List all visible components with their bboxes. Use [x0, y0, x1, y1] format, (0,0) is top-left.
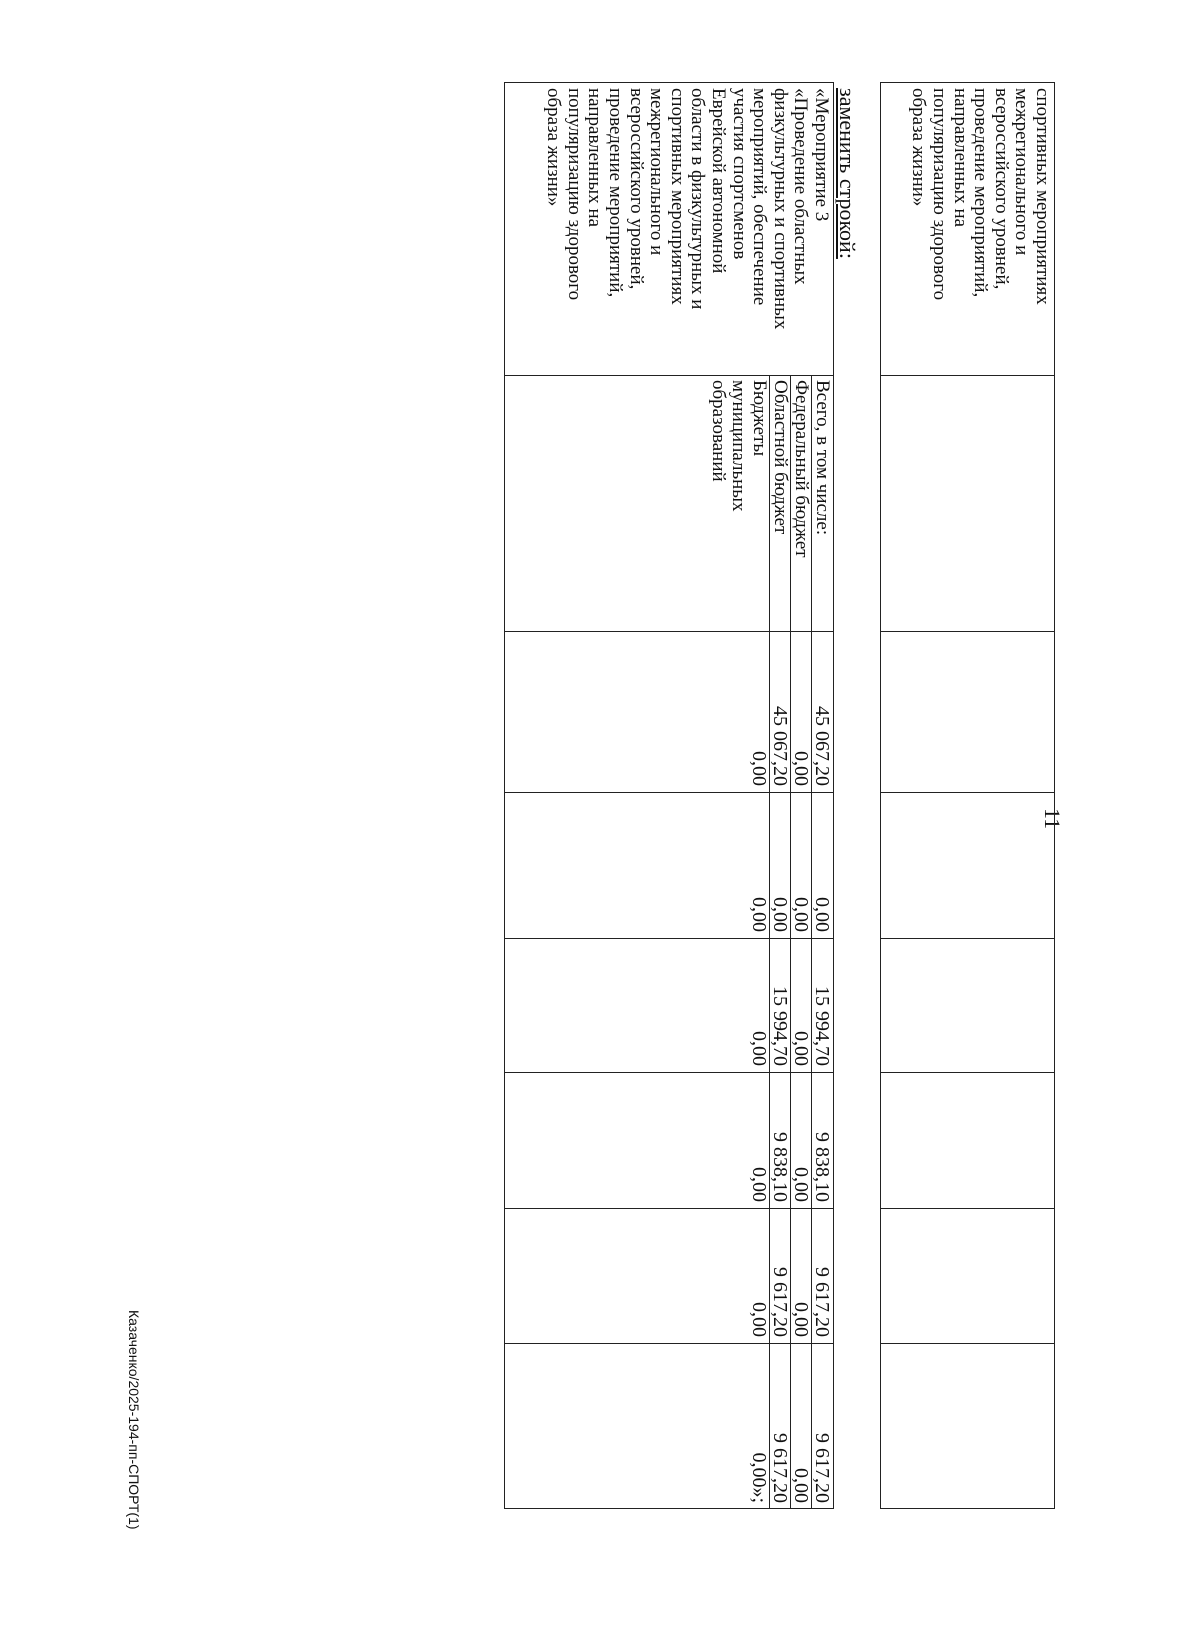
value-cell: 0,00 [748, 1302, 770, 1337]
value-cell: 0,00»; [748, 1452, 770, 1503]
new-row-table [504, 82, 834, 1509]
previous-row-activity-text: спортивных мероприятиях межрегионального и всероссийского уровней, проведение мероприятий, направленных на популяризацию здорового образа жизни» [908, 88, 1053, 305]
value-cell: 0,00 [769, 897, 791, 932]
value-cell: 0,00 [790, 1031, 812, 1066]
value-cell: 0,00 [790, 751, 812, 786]
activity-text: «Мероприятие 3 «Проведение областных физкультурных и спортивных мероприятий, обеспечение участия спортсменов Еврейской автономной области в физкультурных и спортивных мероприятиях межрегионального и всероссийского уровней, проведение мероприятий, направленных на популяризацию здорового образа жизни» [543, 88, 832, 330]
document-footer: Казаченко/2025-194-пп-СПОРТ(1) [126, 1310, 142, 1530]
value-cell: 0,00 [790, 1302, 812, 1337]
value-cell: 0,00 [748, 1167, 770, 1202]
source-label-total: Всего, в том числе: [812, 380, 833, 536]
replace-heading: заменить строкой: [835, 88, 860, 259]
value-cell: 0,00 [748, 897, 770, 932]
value-cell: 9 617,20 [811, 1267, 833, 1337]
value-cell: 9 617,20 [811, 1433, 833, 1503]
value-cell: 0,00 [748, 751, 770, 786]
page-number: 11 [1040, 808, 1065, 830]
source-label-federal: Федеральный бюджет [791, 380, 812, 558]
value-cell: 0,00 [811, 897, 833, 932]
value-cell: 45 067,20 [769, 706, 791, 786]
value-cell: 9 838,10 [811, 1132, 833, 1202]
value-cell: 0,00 [790, 897, 812, 932]
value-cell: 0,00 [790, 1167, 812, 1202]
value-cell: 0,00 [748, 1031, 770, 1066]
previous-row-table [880, 82, 1055, 1509]
source-label-municipal: Бюджеты муниципальных образований [707, 380, 770, 512]
value-cell: 9 617,20 [769, 1433, 791, 1503]
value-cell: 45 067,20 [811, 706, 833, 786]
value-cell: 9 838,10 [769, 1132, 791, 1202]
source-label-regional: Областной бюджет [770, 380, 791, 535]
value-cell: 15 994,70 [811, 986, 833, 1066]
value-cell: 9 617,20 [769, 1267, 791, 1337]
value-cell: 0,00 [790, 1468, 812, 1503]
value-cell: 15 994,70 [769, 986, 791, 1066]
